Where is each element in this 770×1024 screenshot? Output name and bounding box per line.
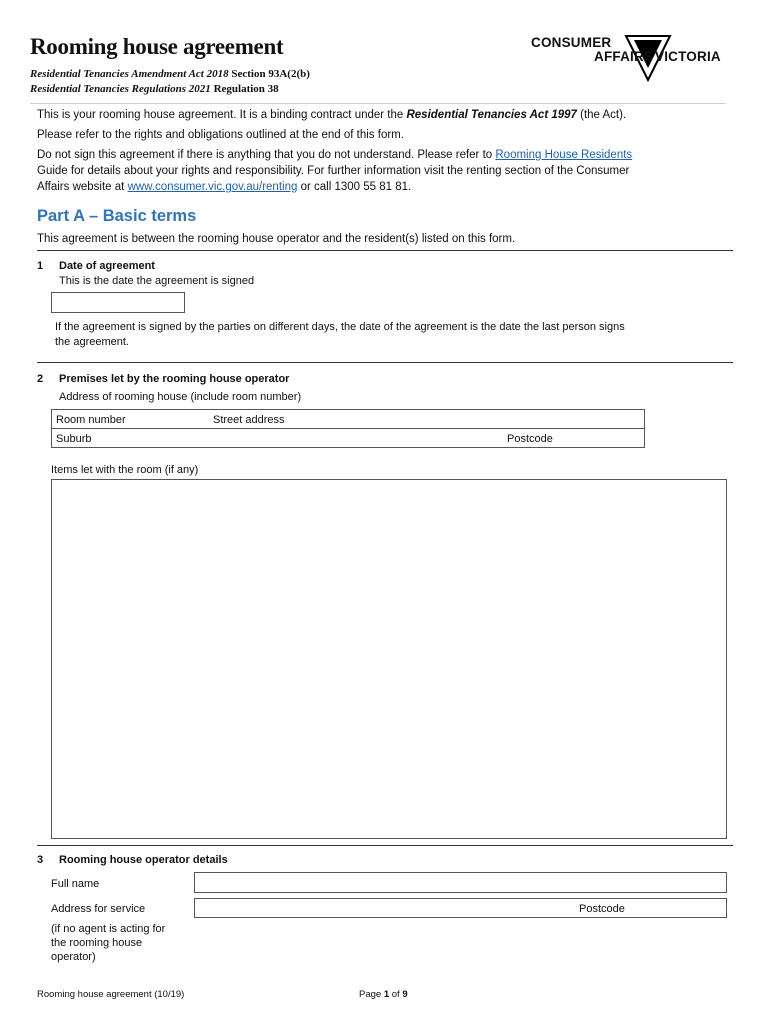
consumer-website-link[interactable]: www.consumer.vic.gov.au/renting [127, 181, 298, 193]
q2-hint: Address of rooming house (include room number) [59, 391, 302, 403]
q3-number: 3 [37, 854, 44, 866]
address-for-service-input[interactable] [194, 898, 727, 918]
q1-note: If the agreement is signed by the parties on different days, the date of the agreement is the date the last person signs the agreement. [55, 321, 625, 348]
q3-title: Rooming house operator details [59, 854, 228, 866]
q3-agent-note: (if no agent is acting for the rooming house operator) [51, 923, 166, 963]
header-divider [30, 103, 726, 104]
q2-divider [37, 845, 733, 846]
q2-number: 2 [37, 373, 44, 385]
q1-hint: This is the date the agreement is signed [59, 275, 255, 287]
q1-number: 1 [37, 260, 44, 272]
q1-divider [37, 362, 733, 363]
legislation-line-1: Residential Tenancies Amendment Act 2018 Section 93A(2(b) [30, 68, 310, 80]
consumer-affairs-victoria-logo [530, 34, 725, 84]
postcode-label: Postcode [507, 433, 553, 445]
q2-title: Premises let by the rooming house operator [59, 373, 290, 385]
footer-page-number: Page 1 of 9 [359, 989, 408, 1000]
items-let-textarea[interactable] [51, 479, 727, 839]
full-name-label: Full name [51, 878, 100, 890]
room-number-label: Room number [56, 414, 126, 426]
full-name-input[interactable] [194, 872, 727, 893]
q1-title: Date of agreement [59, 260, 155, 272]
street-address-label: Street address [213, 414, 285, 426]
items-let-label: Items let with the room (if any) [51, 464, 199, 476]
part-a-heading: Part A – Basic terms [37, 207, 197, 225]
logo-text-victoria: VICTORIA [655, 49, 721, 64]
address-for-service-label: Address for service [51, 903, 146, 915]
intro-paragraph-3: Do not sign this agreement if there is anything that you do not understand. Please refer to Rooming House Residents Guide for details about your rights and responsibility. For further information visit the renting section of the Consumer Affairs website at www.consumer.vic.gov.au/renting or call 1300 55 81 81. [37, 149, 633, 193]
part-a-divider [37, 250, 733, 251]
legislation-line-2: Residential Tenancies Regulations 2021 Regulation 38 [30, 83, 279, 95]
page-title: Rooming house agreement [30, 34, 284, 59]
date-of-agreement-input[interactable] [51, 292, 185, 313]
address-row-divider [52, 428, 644, 429]
logo-text-consumer: CONSUMER [531, 35, 612, 50]
service-postcode-label: Postcode [579, 903, 625, 915]
part-a-intro: This agreement is between the rooming house operator and the resident(s) listed on this form. [37, 233, 516, 245]
logo-text-affairs: AFFAIRS [594, 49, 654, 64]
rooming-house-guide-link[interactable]: Rooming House Residents [495, 149, 633, 161]
suburb-label: Suburb [56, 433, 92, 445]
footer-form-version: Rooming house agreement (10/19) [37, 989, 185, 1000]
intro-paragraph-1: This is your rooming house agreement. It is a binding contract under the Residential Tenancies Act 1997 (the Act). [37, 109, 627, 121]
intro-paragraph-2: Please refer to the rights and obligations outlined at the end of this form. [37, 129, 404, 141]
premises-address-table [51, 409, 645, 448]
